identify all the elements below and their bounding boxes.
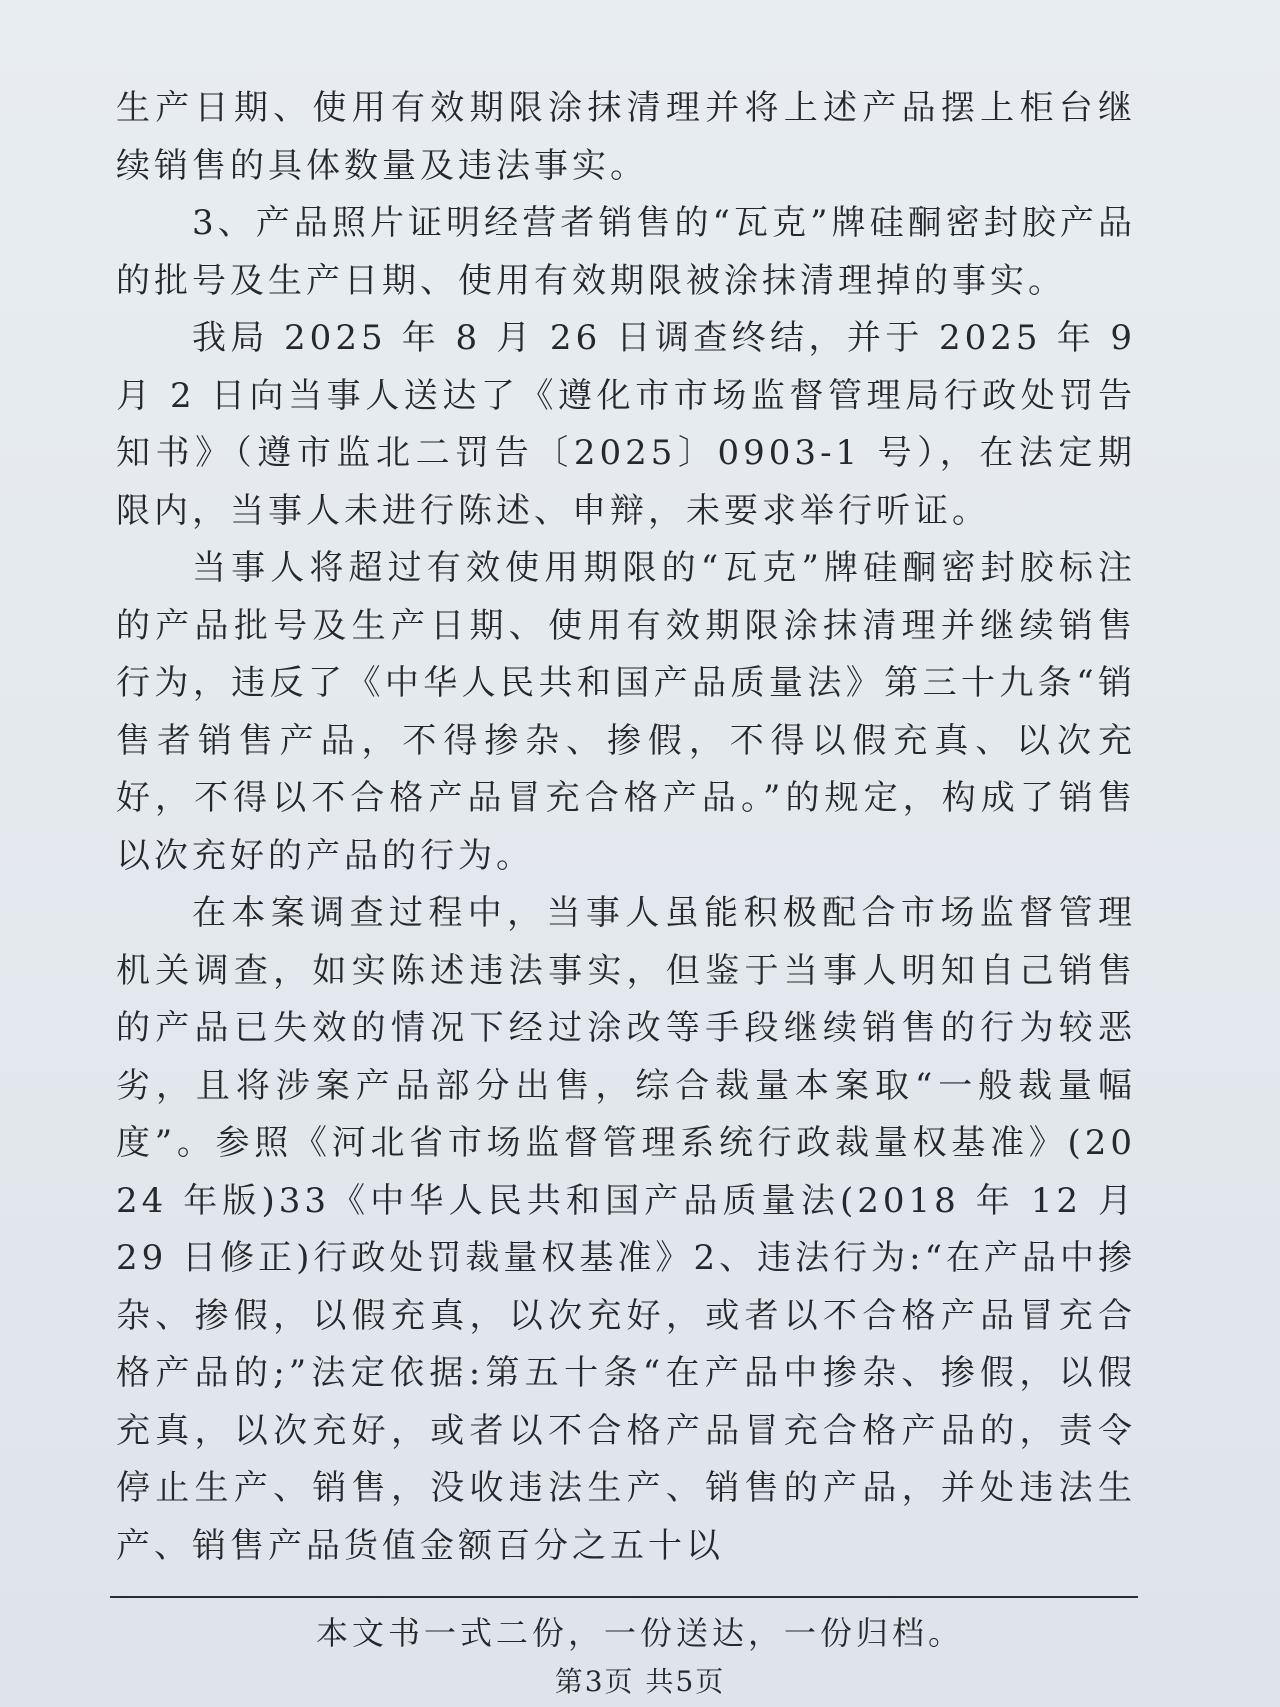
paragraph-4: 当事人将超过有效使用期限的“瓦克”牌硅酮密封胶标注的产品批号及生产日期、使用有效期限涂抹清理并继续销售行为，违反了《中华人民共和国产品质量法》第三十九条“销售者销售产品，不得掺杂、掺假，不得以假充真、以次充好，不得以不合格产品冒充合格产品。”的规定，构成了销售以次充好的产品的行为。 xyxy=(116,548,1136,876)
footer-divider xyxy=(110,1596,1138,1598)
paragraph-2: 3、产品照片证明经营者销售的“瓦克”牌硅酮密封胶产品的批号及生产日期、使用有效期限被涂抹清理掉的事实。 xyxy=(116,203,1136,301)
paragraph-1: 生产日期、使用有效期限涂抹清理并将上述产品摆上柜台继续销售的具体数量及违法事实。 xyxy=(116,88,1136,186)
page-number: 第3页 共5页 xyxy=(554,1665,726,1698)
paragraph-5: 在本案调查过程中，当事人虽能积极配合市场监督管理机关调查，如实陈述违法事实，但鉴于当事人明知自己销售的产品已失效的情况下经过涂改等手段继续销售的行为较恶劣，且将涉案产品部分出售，综合裁量本案取“一般裁量幅度”。参照《河北省市场监督管理系统行政裁量权基准》(2024 年版)33《中华人民共和国产品质量法(2018 年 12 月 29 日修正)行政处罚裁量权基准》2、违法行为:“在产品中掺杂、掺假，以假充真，以次充好，或者以不合格产品冒充合格产品的;”法定依据:第五十条“在产品中掺杂、掺假，以假充真，以次充好，或者以不合格产品冒充合格产品的，责令停止生产、销售，没收违法生产、销售的产品，并处违法生产、销售产品货值金额百分之五十以 xyxy=(116,893,1136,1566)
document-body xyxy=(116,80,1136,1575)
paragraph-3: 我局 2025 年 8 月 26 日调查终结，并于 2025 年 9 月 2 日向当事人送达了《遵化市市场监督管理局行政处罚告知书》（遵市监北二罚告〔2025〕0903-1 号），在法定期限内，当事人未进行陈述、申辩，未要求举行听证。 xyxy=(116,318,1136,531)
footer-note: 本文书一式二份，一份送达，一份归档。 xyxy=(315,1614,964,1652)
